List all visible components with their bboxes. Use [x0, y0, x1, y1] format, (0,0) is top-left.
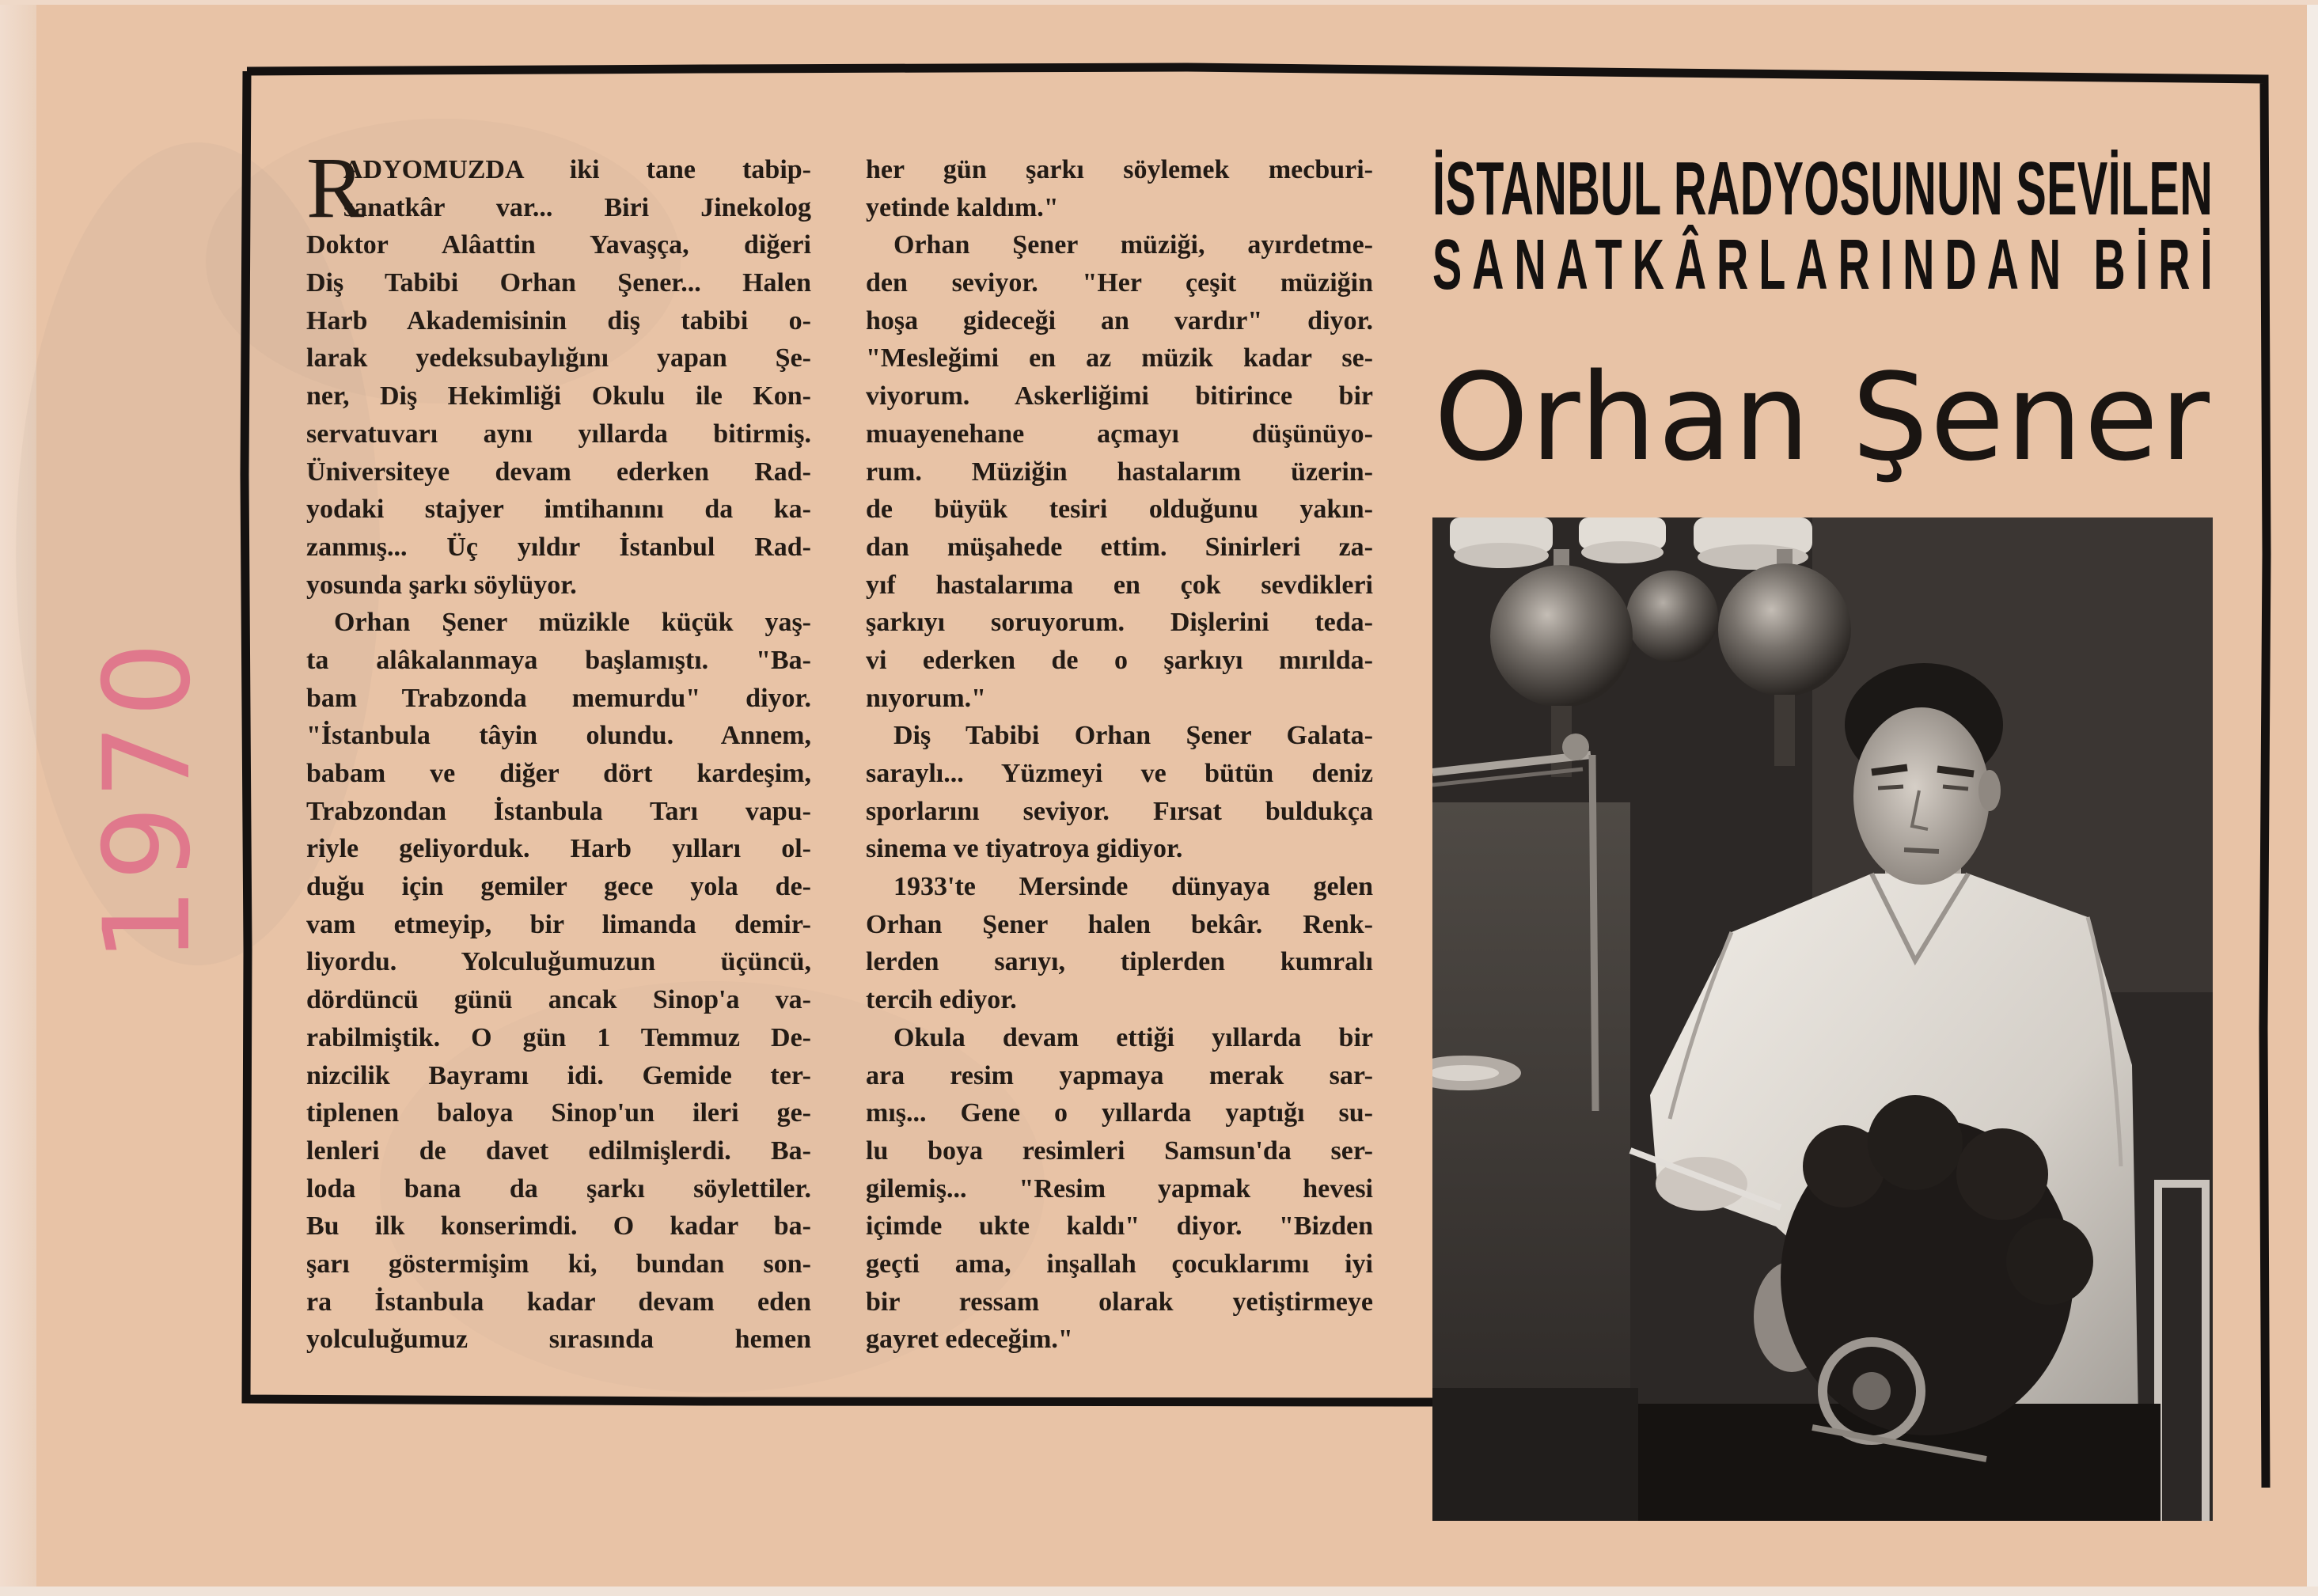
article-line: viyorum. Askerliğimi bitirince bir	[866, 381, 1373, 411]
headline-line-1: İSTANBUL RADYOSUNUN SEVİLEN	[1432, 145, 2213, 231]
article-line: sporlarını seviyor. Fırsat buldukça	[866, 796, 1373, 826]
article-line: gilemiş... "Resim yapmak hevesi	[866, 1173, 1373, 1204]
article-line: vam etmeyip, bir limanda demir-	[306, 909, 811, 939]
drop-cap: R	[306, 139, 365, 236]
headline	[1432, 135, 2213, 301]
article-line: sanatkâr var... Biri Jinekolog	[343, 192, 811, 222]
article-line: yodaki stajyer imtihanını da ka-	[306, 495, 811, 525]
article-line: larak yedeksubaylığını yapan Şe-	[306, 343, 811, 373]
article-line: Orhan Şener halen bekâr. Renk-	[866, 909, 1373, 939]
article-line: liyordu. Yolculuğumuzun üçüncü,	[306, 947, 811, 977]
article-line: Orhan Şener müzikle küçük yaş-	[334, 608, 811, 638]
headline-line-2: SANATKÂRLARINDAN BİRİ	[1432, 224, 2213, 301]
article-line: saraylı... Yüzmeyi ve bütün deniz	[866, 759, 1373, 788]
dentist-photo	[1432, 517, 2213, 1521]
article-line: nizcilik Bayramı idi. Gemide ter-	[306, 1060, 811, 1090]
article-line: ADYOMUZDA iki tane tabip-	[343, 155, 811, 184]
article-line: rabilmiştik. O gün 1 Temmuz De-	[306, 1022, 811, 1052]
article-line: her gün şarkı söylemek mecburi-	[866, 155, 1373, 184]
article-line: ta alâkalanmaya başlamıştı. "Ba-	[306, 645, 811, 675]
article-line: Orhan Şener müziği, ayırdetme-	[893, 230, 1373, 260]
article-line: yosunda şarkı söylüyor.	[306, 570, 577, 600]
article-line: Trabzondan İstanbula Tarı vapu-	[306, 796, 811, 826]
article-line: ara resim yapmaya merak sar-	[866, 1060, 1373, 1090]
article-line: lerden sarıyı, tiplerden kumralı	[866, 947, 1373, 977]
article-line: Bu ilk konserimdi. O kadar ba-	[306, 1211, 811, 1242]
article-line: 1933'te Mersinde dünyaya gelen	[893, 872, 1373, 902]
article-line: riyle geliyorduk. Harb yılları ol-	[306, 834, 811, 864]
article-line: tiplenen baloya Sinop'un ileri ge-	[306, 1098, 811, 1128]
article-line: den seviyor. "Her çeşit müziğin	[866, 268, 1373, 298]
article-line: geçti ama, inşallah çocuklarımı iyi	[866, 1249, 1373, 1279]
article-line: hoşa gideceği an vardır" diyor.	[866, 305, 1373, 336]
article-line: Doktor Alâattin Yavaşça, diğeri	[306, 230, 811, 260]
article-line: şarkıyı soruyorum. Dişlerini teda-	[866, 608, 1373, 638]
article-line: "Mesleğimi en az müzik kadar se-	[866, 343, 1373, 373]
article-column-1	[306, 139, 811, 1359]
article-line: yolculuğumuz sırasında hemen	[306, 1325, 811, 1355]
article-line: mış... Gene o yıllarda yaptığı su-	[866, 1098, 1373, 1128]
article-line: nıyorum."	[866, 683, 987, 713]
name-title	[1432, 348, 2213, 491]
article-line: dördüncü günü ancak Sinop'a va-	[306, 985, 811, 1015]
article-line: servatuvarı aynı yıllarda bitirmiş.	[306, 419, 811, 449]
article-line: şarı göstermişim ki, bundan son-	[306, 1249, 811, 1279]
article-line: "İstanbula tâyin olundu. Annem,	[306, 721, 811, 751]
article-line: loda bana da şarkı söylettiler.	[306, 1173, 811, 1204]
article-line: lu boya resimleri Samsun'da ser-	[866, 1135, 1373, 1166]
lamp-housings	[1450, 517, 1812, 570]
article-line: Diş Tabibi Orhan Şener Galata-	[893, 721, 1373, 751]
article-line: ra İstanbula kadar devam eden	[306, 1287, 811, 1317]
article-line: Okula devam ettiği yıllarda bir	[893, 1022, 1373, 1052]
article-line: duğu için gemiler gece yola de-	[306, 872, 811, 902]
article-line: yıf hastalarıma en çok sevdikleri	[866, 570, 1373, 600]
article-line: Diş Tabibi Orhan Şener... Halen	[306, 268, 811, 298]
article-line: Üniversiteye devam ederken Rad-	[306, 457, 811, 487]
article-line: muayenehane açmayı düşünüyo-	[866, 419, 1373, 449]
article-column-2	[866, 151, 1373, 1359]
floor-shadow	[1432, 1388, 1638, 1521]
article-line: de büyük tesiri olduğunu yakın-	[866, 495, 1373, 525]
article-line: bam Trabzonda memurdu" diyor.	[306, 683, 811, 713]
article-line: dan müşahede ettim. Sinirleri za-	[866, 532, 1373, 562]
article-line: yetinde kaldım."	[866, 192, 1059, 222]
article-line: lenleri de davet edilmişlerdi. Ba-	[306, 1135, 811, 1166]
article-line: içimde ukte kaldı" diyor. "Bizden	[866, 1211, 1373, 1242]
article-line: bir ressam olarak yetiştirmeye	[866, 1287, 1373, 1317]
article-line: babam ve diğer dört kardeşim,	[306, 759, 811, 788]
article-line: tercih ediyor.	[866, 985, 1017, 1015]
article-line: sinema ve tiyatroya gidiyor.	[866, 834, 1183, 864]
article-line: Harb Akademisinin diş tabibi o-	[306, 305, 811, 336]
handwritten-year: 1970	[79, 635, 217, 963]
article-line: ner, Diş Hekimliği Okulu ile Kon-	[306, 381, 811, 411]
name-title-text: Orhan Şener	[1434, 348, 2210, 487]
article-line: zanmış... Üç yıldır İstanbul Rad-	[306, 532, 811, 562]
article-line: vi ederken de o şarkıyı mırılda-	[866, 645, 1373, 675]
article-line: rum. Müziğin hastalarım üzerin-	[866, 457, 1373, 487]
article-line: gayret edeceğim."	[866, 1325, 1073, 1355]
